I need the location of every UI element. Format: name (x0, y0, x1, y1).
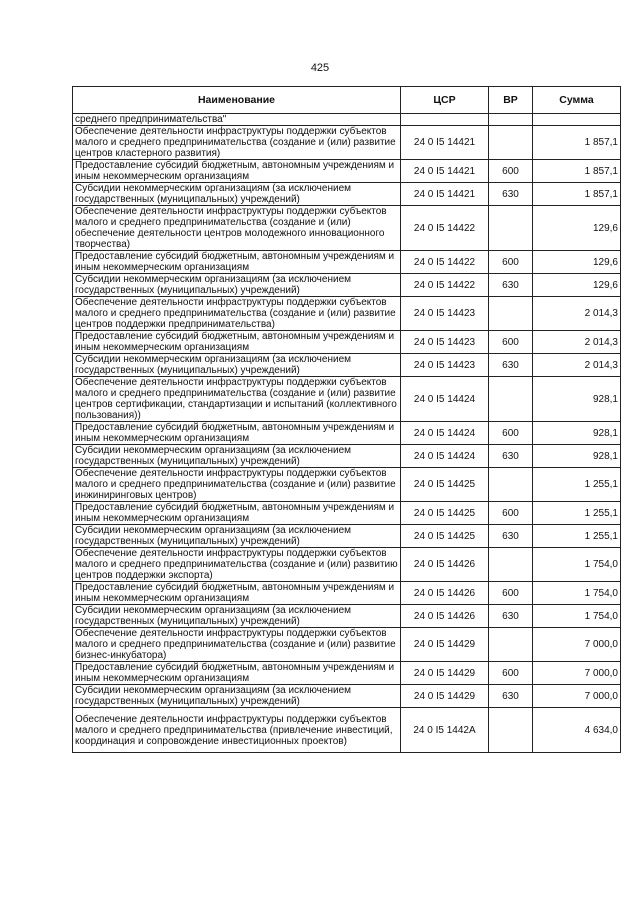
table-row (73, 354, 621, 377)
row-vr: 600 (489, 160, 533, 183)
row-vr: 630 (489, 605, 533, 628)
row-csr: 24 0 I5 14425 (401, 525, 489, 548)
row-name: Субсидии некоммерческим организациям (за исключением государственных (муниципальных) учреждений) (73, 685, 401, 708)
row-name: Обеспечение деятельности инфраструктуры поддержки субъектов малого и среднего предпринимательства (создание и (или) развитие центров сертификации, стандартизации и испытаний (коллективного пользования)) (73, 377, 401, 422)
table-row (73, 114, 621, 126)
row-sum: 1 255,1 (533, 468, 621, 502)
row-name: среднего предпринимательства" (73, 114, 401, 126)
row-sum: 129,6 (533, 274, 621, 297)
budget-table (72, 86, 621, 753)
row-name: Обеспечение деятельности инфраструктуры поддержки субъектов малого и среднего предпринимательства (создание и (или) развитие бизнес-инкубатора) (73, 628, 401, 662)
row-vr: 600 (489, 502, 533, 525)
page-number: 425 (310, 62, 330, 74)
row-sum: 7 000,0 (533, 685, 621, 708)
table-row (73, 708, 621, 753)
header-name: Наименование (73, 87, 401, 114)
header-csr: ЦСР (401, 87, 489, 114)
row-name: Предоставление субсидий бюджетным, автономным учреждениям и иным некоммерческим организациям (73, 502, 401, 525)
row-sum: 7 000,0 (533, 662, 621, 685)
table-row (73, 183, 621, 206)
table-row (73, 377, 621, 422)
row-name: Предоставление субсидий бюджетным, автономным учреждениям и иным некоммерческим организациям (73, 582, 401, 605)
row-sum: 1 857,1 (533, 126, 621, 160)
row-csr: 24 0 I5 14421 (401, 160, 489, 183)
row-csr: 24 0 I5 14426 (401, 605, 489, 628)
table-row (73, 525, 621, 548)
row-vr: 630 (489, 445, 533, 468)
table-row (73, 274, 621, 297)
row-vr (489, 708, 533, 753)
row-csr: 24 0 I5 14422 (401, 206, 489, 251)
header-sum: Сумма (533, 87, 621, 114)
row-vr (489, 126, 533, 160)
row-csr: 24 0 I5 14424 (401, 422, 489, 445)
row-vr (489, 297, 533, 331)
row-sum: 1 754,0 (533, 605, 621, 628)
table-row (73, 422, 621, 445)
row-name: Предоставление субсидий бюджетным, автономным учреждениям и иным некоммерческим организациям (73, 422, 401, 445)
row-csr: 24 0 I5 14426 (401, 548, 489, 582)
row-name: Предоставление субсидий бюджетным, автономным учреждениям и иным некоммерческим организациям (73, 662, 401, 685)
row-sum: 1 754,0 (533, 582, 621, 605)
row-csr: 24 0 I5 14425 (401, 502, 489, 525)
row-csr: 24 0 I5 14429 (401, 662, 489, 685)
row-sum: 928,1 (533, 422, 621, 445)
table-row (73, 206, 621, 251)
row-csr: 24 0 I5 14424 (401, 445, 489, 468)
row-vr: 600 (489, 582, 533, 605)
row-vr (489, 114, 533, 126)
row-sum: 7 000,0 (533, 628, 621, 662)
row-vr: 600 (489, 251, 533, 274)
row-csr: 24 0 I5 14429 (401, 628, 489, 662)
row-csr (401, 114, 489, 126)
row-name: Субсидии некоммерческим организациям (за исключением государственных (муниципальных) учреждений) (73, 183, 401, 206)
row-vr (489, 628, 533, 662)
row-csr: 24 0 I5 14421 (401, 183, 489, 206)
table-row (73, 548, 621, 582)
row-sum: 129,6 (533, 251, 621, 274)
table-row (73, 331, 621, 354)
row-vr: 630 (489, 354, 533, 377)
row-sum: 928,1 (533, 445, 621, 468)
row-vr (489, 548, 533, 582)
row-name: Обеспечение деятельности инфраструктуры поддержки субъектов малого и среднего предпринимательства (создание и (или) развитие центров кластерного развития) (73, 126, 401, 160)
row-name: Предоставление субсидий бюджетным, автономным учреждениям и иным некоммерческим организациям (73, 160, 401, 183)
row-vr (489, 468, 533, 502)
table-row (73, 297, 621, 331)
row-sum: 2 014,3 (533, 354, 621, 377)
row-vr (489, 206, 533, 251)
row-csr: 24 0 I5 14423 (401, 354, 489, 377)
row-sum: 2 014,3 (533, 331, 621, 354)
table-row (73, 160, 621, 183)
row-name: Субсидии некоммерческим организациям (за исключением государственных (муниципальных) учреждений) (73, 525, 401, 548)
row-vr (489, 377, 533, 422)
table-row (73, 126, 621, 160)
row-csr: 24 0 I5 14422 (401, 251, 489, 274)
row-name: Предоставление субсидий бюджетным, автономным учреждениям и иным некоммерческим организациям (73, 251, 401, 274)
row-name: Обеспечение деятельности инфраструктуры поддержки субъектов малого и среднего предпринимательства (создание и (или) обеспечение деятельности центров молодежного инновационного творчества) (73, 206, 401, 251)
table-row (73, 445, 621, 468)
row-vr: 600 (489, 331, 533, 354)
table-row (73, 468, 621, 502)
row-name: Субсидии некоммерческим организациям (за исключением государственных (муниципальных) учреждений) (73, 445, 401, 468)
table-header-row (73, 87, 621, 114)
row-name: Субсидии некоммерческим организациям (за исключением государственных (муниципальных) учреждений) (73, 354, 401, 377)
row-name: Обеспечение деятельности инфраструктуры поддержки субъектов малого и среднего предпринимательства (привлечение инвестиций, координация и сопровождение инвестиционных проектов) (73, 708, 401, 753)
row-name: Обеспечение деятельности инфраструктуры поддержки субъектов малого и среднего предпринимательства (создание и (или) развитие центров поддержки предпринимательства) (73, 297, 401, 331)
table-row (73, 582, 621, 605)
row-vr: 630 (489, 685, 533, 708)
row-csr: 24 0 I5 14421 (401, 126, 489, 160)
row-csr: 24 0 I5 14426 (401, 582, 489, 605)
row-sum: 1 857,1 (533, 183, 621, 206)
table-row (73, 502, 621, 525)
row-vr: 600 (489, 422, 533, 445)
table-row (73, 628, 621, 662)
row-name: Предоставление субсидий бюджетным, автономным учреждениям и иным некоммерческим организациям (73, 331, 401, 354)
row-sum: 129,6 (533, 206, 621, 251)
row-csr: 24 0 I5 14424 (401, 377, 489, 422)
table-row (73, 605, 621, 628)
row-name: Субсидии некоммерческим организациям (за исключением государственных (муниципальных) учреждений) (73, 274, 401, 297)
row-vr: 630 (489, 274, 533, 297)
row-sum: 1 255,1 (533, 525, 621, 548)
row-vr: 630 (489, 525, 533, 548)
row-sum: 4 634,0 (533, 708, 621, 753)
row-sum: 928,1 (533, 377, 621, 422)
row-csr: 24 0 I5 1442А (401, 708, 489, 753)
row-sum: 1 857,1 (533, 160, 621, 183)
row-sum: 1 754,0 (533, 548, 621, 582)
row-name: Субсидии некоммерческим организациям (за исключением государственных (муниципальных) учреждений) (73, 605, 401, 628)
row-name: Обеспечение деятельности инфраструктуры поддержки субъектов малого и среднего предпринимательства (создание и (или) развитию центров поддержки экспорта) (73, 548, 401, 582)
table-row (73, 662, 621, 685)
row-csr: 24 0 I5 14422 (401, 274, 489, 297)
row-csr: 24 0 I5 14429 (401, 685, 489, 708)
row-csr: 24 0 I5 14425 (401, 468, 489, 502)
row-vr: 600 (489, 662, 533, 685)
row-csr: 24 0 I5 14423 (401, 331, 489, 354)
table-row (73, 251, 621, 274)
row-sum: 2 014,3 (533, 297, 621, 331)
row-csr: 24 0 I5 14423 (401, 297, 489, 331)
row-name: Обеспечение деятельности инфраструктуры поддержки субъектов малого и среднего предпринимательства (создание и (или) развитие инжиниринговых центров) (73, 468, 401, 502)
table-row (73, 685, 621, 708)
row-vr: 630 (489, 183, 533, 206)
row-sum (533, 114, 621, 126)
row-sum: 1 255,1 (533, 502, 621, 525)
header-vr: ВР (489, 87, 533, 114)
